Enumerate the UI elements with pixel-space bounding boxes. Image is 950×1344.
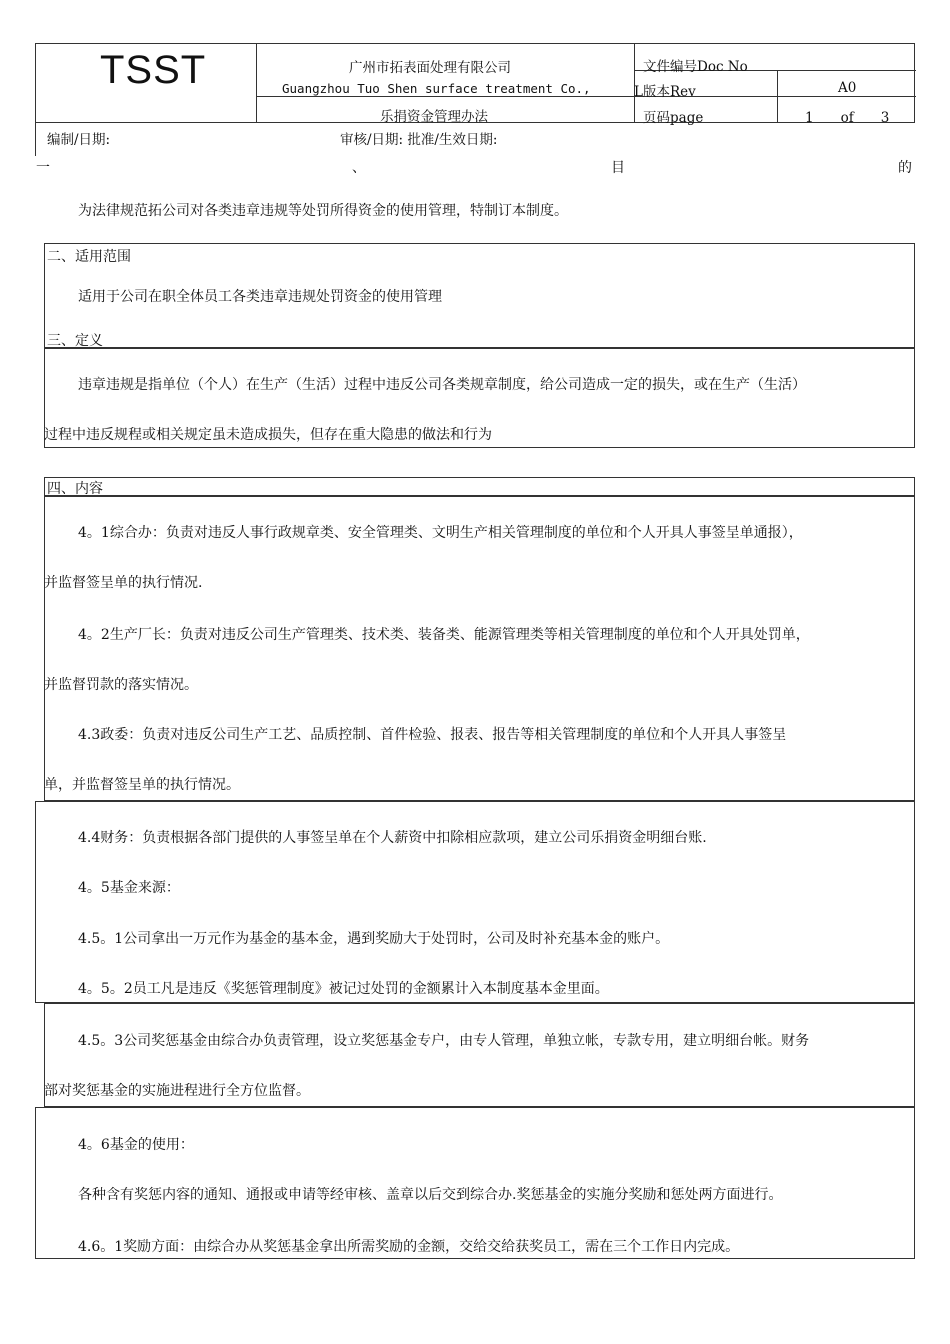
- content-heading: 四、内容: [47, 481, 103, 497]
- document-title: 乐捐资金管理办法: [380, 109, 488, 125]
- clause-4-5-3-line-2: 部对奖惩基金的实施进程进行全方位监督。: [44, 1083, 310, 1099]
- definition-text-line-2: 过程中违反规程或相关规定虽未造成损失，但存在重大隐患的做法和行为: [44, 427, 492, 443]
- company-logo-text: TSST: [100, 48, 207, 92]
- header-divider: [256, 44, 257, 122]
- page-label: 页码page: [643, 110, 704, 126]
- clause-4-4: 4.4财务：负责根据各部门提供的人事签呈单在个人薪资中扣除相应款项，建立公司乐捐资金明细台账.: [78, 830, 707, 846]
- clause-4-6: 4。6基金的使用：: [78, 1137, 194, 1153]
- company-name-cn: 广州市拓表面处理有限公司: [349, 60, 511, 76]
- clause-4-5-1: 4.5。1公司拿出一万元作为基金的基本金，遇到奖励大于处罚时，公司及时补充基本金的账户。: [78, 931, 670, 947]
- clause-4-5: 4。5基金来源：: [78, 880, 180, 896]
- clause-4-2-line-2: 并监督罚款的落实情况。: [44, 677, 198, 693]
- reviewed-approved-label: 审核/日期: 批准/生效日期:: [340, 132, 498, 148]
- company-name-en: Guangzhou Tuo Shen surface treatment Co.,: [282, 81, 591, 96]
- revision-label: L版本Rev: [634, 84, 696, 100]
- clause-4-6-1: 4.6。1奖励方面：由综合办从奖惩基金拿出所需奖励的金额，交给交给获奖员工，需在三个工作日内完成。: [78, 1239, 740, 1255]
- clause-4-1-line-2: 并监督签呈单的执行情况.: [44, 575, 203, 591]
- purpose-heading-char: 一: [36, 160, 50, 176]
- purpose-heading-char: 、: [352, 160, 366, 176]
- definition-heading: 三、定义: [47, 333, 103, 349]
- scope-heading: 二、适用范围: [47, 249, 131, 265]
- clause-4-5-3-line-1: 4.5。3公司奖惩基金由综合办负责管理，设立奖惩基金专户，由专人管理，单独立帐，专款专用，建立明细台帐。财务: [78, 1033, 810, 1049]
- revision-value: A0: [838, 80, 857, 96]
- clause-4-6-text: 各种含有奖惩内容的通知、通报或申请等经审核、盖章以后交到综合办.奖惩基金的实施分奖励和惩处两方面进行。: [78, 1187, 783, 1203]
- header-divider: [256, 96, 916, 97]
- content-heading-box: [44, 477, 915, 496]
- clause-4-1-line-1: 4。1综合办：负责对违反人事行政规章类、安全管理类、文明生产相关管理制度的单位和个人开具人事签呈单通报），: [78, 525, 803, 541]
- doc-no-label: 文件编号Doc No: [643, 59, 748, 75]
- purpose-heading-char: 的: [898, 160, 912, 176]
- purpose-text: 为法律规范拓公司对各类违章违规等处罚所得资金的使用管理，特制订本制度。: [78, 203, 568, 219]
- clause-4-5-2: 4。5。2员工凡是违反《奖惩管理制度》被记过处罚的金额累计入本制度基本金里面。: [78, 981, 609, 997]
- clause-4-3-line-2: 单，并监督签呈单的执行情况。: [44, 777, 240, 793]
- scope-text: 适用于公司在职全体员工各类违章违规处罚资金的使用管理: [78, 289, 442, 305]
- page-number: 1 of 3: [805, 110, 890, 126]
- clause-4-2-line-1: 4。2生产厂长：负责对违反公司生产管理类、技术类、装备类、能源管理类等相关管理制度的单位和个人开具处罚单，: [78, 627, 810, 643]
- purpose-heading-char: 目: [611, 160, 625, 176]
- clause-4-3-line-1: 4.3政委：负责对违反公司生产工艺、品质控制、首件检验、报表、报告等相关管理制度的单位和个人开具人事签呈: [78, 727, 787, 743]
- definition-text-line-1: 违章违规是指单位（个人）在生产（生活）过程中违反公司各类规章制度，给公司造成一定的损失，或在生产（生活）: [78, 377, 806, 393]
- signoff-left-border: [35, 123, 36, 156]
- prepared-by-label: 编制/日期:: [47, 132, 111, 148]
